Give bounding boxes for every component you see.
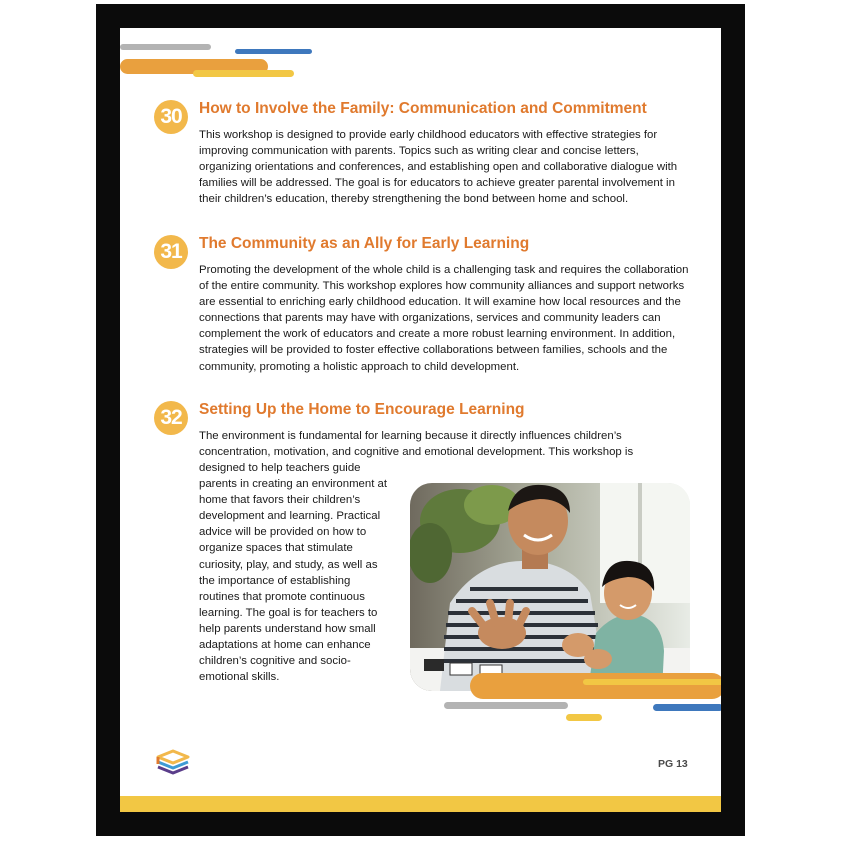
decor-bar-gray-bottom xyxy=(444,702,568,709)
decor-bar-blue-bottom xyxy=(653,704,721,711)
section-body-30: This workshop is designed to provide early childhood educators with effective strategies for improving communication with parents. Topics such as writing clear and concise letters, organizing orientations and conferences, and establishing open and collaborative dialogue with families will be addressed. The goal is for educators to achieve greater parental involvement in their children’s education, thereby strengthening the bond between home and school. xyxy=(199,129,678,206)
decor-bar-yellow-bottom-2 xyxy=(566,714,602,721)
decor-bar-yellow-top xyxy=(193,70,294,77)
father-child-photo xyxy=(410,483,690,691)
section-heading-30: How to Involve the Family: Communication and Commitment xyxy=(199,100,647,117)
decor-bar-blue-top xyxy=(235,49,312,54)
decor-bar-gray-top xyxy=(120,44,211,50)
page-number: PG 13 xyxy=(658,758,688,770)
section-number-30: 30 xyxy=(154,100,188,134)
section-number-31: 31 xyxy=(154,235,188,269)
section-body-31: Promoting the development of the whole child is a challenging task and requires the collaboration of the entire community. This workshop explores how community alliances and support networks are essential to enriching early childhood education. It will examine how local resources and the connections that parents may have with organizations, services and community leaders can complement the work of educators and create a more robust learning environment. In addition, strategies will be provided to foster effective collaborations between families, schools and the community, promoting a holistic approach to child development. xyxy=(199,264,689,373)
footer-bar xyxy=(120,796,721,812)
section-heading-31: The Community as an Ally for Early Learning xyxy=(199,235,530,252)
document-page xyxy=(120,28,721,812)
decor-bar-orange-bottom xyxy=(470,673,721,699)
decor-bar-yellow-bottom-1 xyxy=(583,679,721,685)
stacked-layers-logo-icon xyxy=(154,748,192,778)
section-body-32-intro: The environment is fundamental for learning because it directly influences children’s concentration, motivation, and cognitive and emotional development. This workshop is xyxy=(199,430,634,459)
section-heading-32: Setting Up the Home to Encourage Learning xyxy=(199,401,525,418)
section-number-32: 32 xyxy=(154,401,188,435)
section-body-32-wrap: designed to help teachers guide parents in creating an environment at home that favors their children’s development and learning. Practical advice will be provided on how to organize spaces that stimulate curiosity, play, and study, as well as the importance of establishing routines that promote continuous learning. The goal is for teachers to help parents understand how small adaptations at home can enhance children’s cognitive and socio-emotional skills. xyxy=(199,462,388,684)
